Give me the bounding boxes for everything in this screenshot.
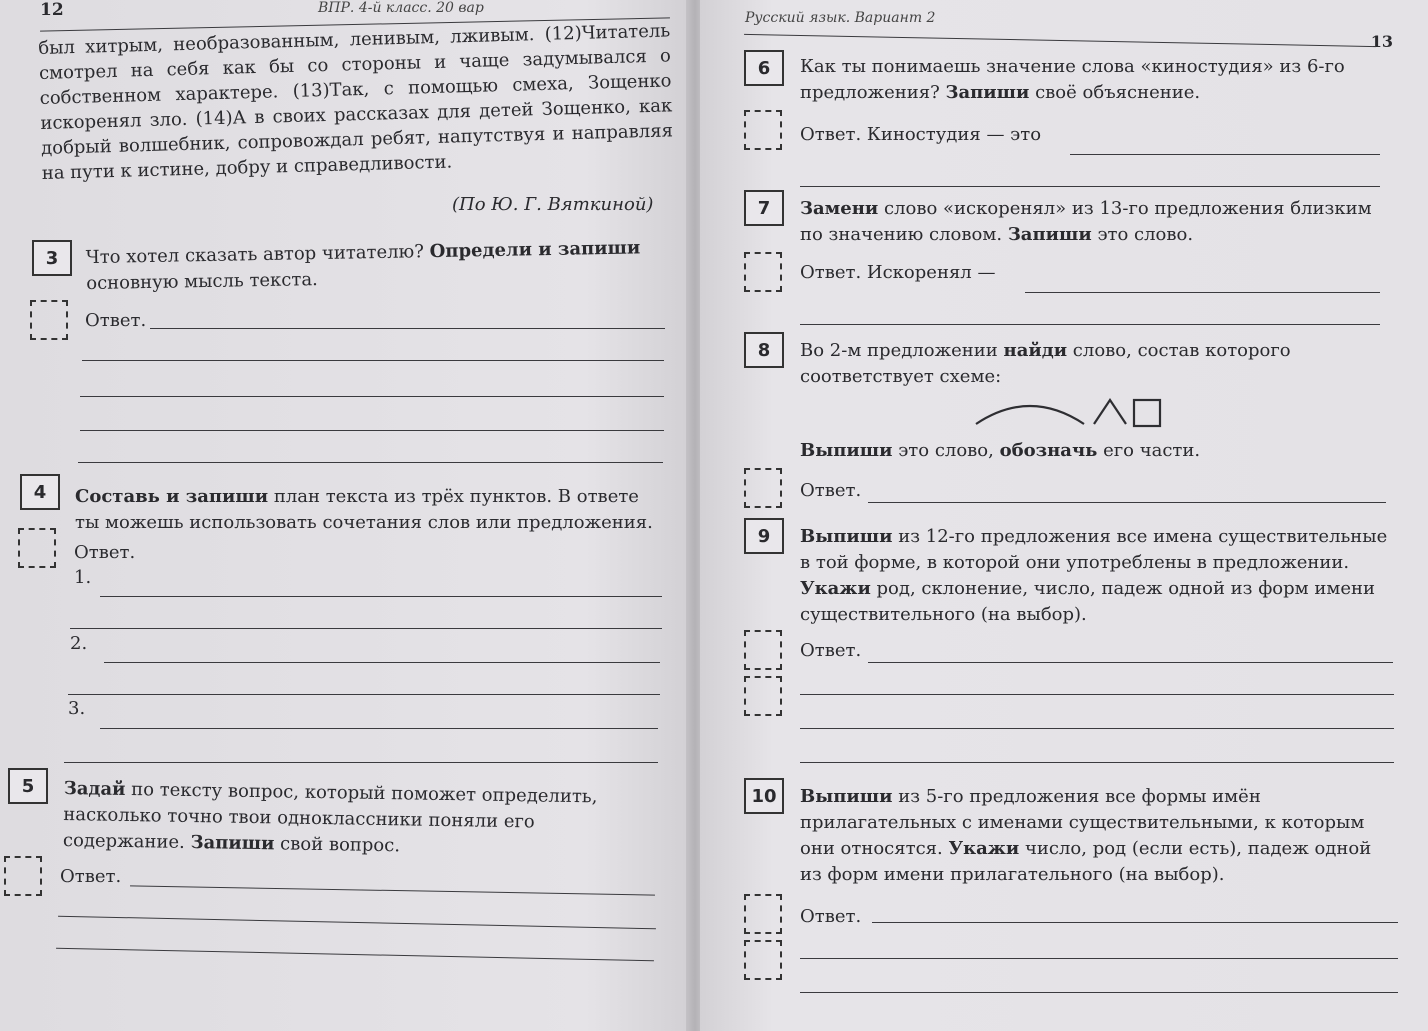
answer-line[interactable] <box>868 502 1386 503</box>
answer-line[interactable] <box>78 462 663 463</box>
right-page <box>700 0 1428 1031</box>
score-box-9a <box>744 630 782 670</box>
answer-line[interactable] <box>800 186 1380 187</box>
task-number-4: 4 <box>20 474 60 510</box>
task-number-6: 6 <box>744 50 784 86</box>
left-page <box>0 0 690 1031</box>
page-number-left: 12 <box>40 0 64 20</box>
answer-line[interactable] <box>130 885 655 895</box>
score-box-4 <box>18 528 56 568</box>
answer-line[interactable] <box>100 596 662 597</box>
score-box-5 <box>4 856 42 896</box>
answer-line[interactable] <box>868 662 1393 663</box>
answer-line[interactable] <box>800 992 1398 993</box>
task-number-3: 3 <box>32 240 72 276</box>
task-number-10: 10 <box>744 778 784 814</box>
answer-label-7: Ответ. Искоренял — <box>800 262 996 283</box>
task-number-5: 5 <box>8 768 48 804</box>
score-box-3 <box>30 300 68 340</box>
score-box-7 <box>744 252 782 292</box>
answer-line[interactable] <box>82 360 664 361</box>
answer-label-8: Ответ. <box>800 480 862 501</box>
answer-line[interactable] <box>1070 154 1380 155</box>
score-box-8 <box>744 468 782 508</box>
answer-line[interactable] <box>872 922 1398 923</box>
running-header-left: ВПР. 4-й класс. 20 вар <box>318 0 484 16</box>
answer-label-9: Ответ. <box>800 640 862 661</box>
score-box-10b <box>744 940 782 980</box>
task-10-text: Выпиши из 5-го предложения все формы имён прилагательных с именами существительными, к которым они относятся. Укажи число, род (если есть), падеж одной из форм имени прилагательного (на выбор). <box>800 786 1372 885</box>
task-7-text: Замени слово «искоренял» из 13-го предложения близким по значению словом. Запиши это слово. <box>800 198 1372 245</box>
answer-line[interactable] <box>800 324 1380 325</box>
task-number-9: 9 <box>744 518 784 554</box>
answer-line[interactable] <box>80 430 664 431</box>
answer-line[interactable] <box>64 762 658 763</box>
task-9-text: Выпиши из 12-го предложения все имена существительные в той форме, в которой они употреблены в предложении. Укажи род, склонение, число, падеж одной из форм имени существительного (на выбор). <box>800 526 1388 625</box>
task-6-text: Как ты понимаешь значение слова «киностудия» из 6-го предложения? Запиши своё объяснение. <box>800 56 1345 103</box>
answer-line[interactable] <box>1025 292 1380 293</box>
answer-label-4: Ответ. <box>74 542 136 563</box>
plan-item-3: 3. <box>68 698 86 719</box>
score-box-10a <box>744 894 782 934</box>
answer-label-3: Ответ. <box>85 310 147 331</box>
answer-label-6: Ответ. Киностудия — это <box>800 124 1042 145</box>
answer-line[interactable] <box>58 916 656 930</box>
passage-text: был хитрым, необразованным, ленивым, лживым. (12)Читатель смотрел на себя как бы со стороны и чаще задумывался о собственном характере. (13)Так, с помощью смеха, Зощенко искоренял зло. (14)А в своих рассказах для детей Зощенко, как добрый волшебник, сопровождал ребят, напутствуя и направляя на пути к истине, добру и справедливости. <box>38 20 674 184</box>
answer-line[interactable] <box>104 662 660 663</box>
task-8-text: Во 2-м предложении найди слово, состав которого соответствует схеме: <box>800 340 1291 387</box>
task-5-text: Задай по тексту вопрос, который поможет определить, насколько точно твои одноклассники поняли его содержание. Запиши свой вопрос. <box>62 777 598 857</box>
answer-line[interactable] <box>800 728 1394 729</box>
score-box-9b <box>744 676 782 716</box>
answer-label-10: Ответ. <box>800 906 862 927</box>
passage-author: (По Ю. Г. Вяткиной) <box>452 194 654 215</box>
running-header-right: Русский язык. Вариант 2 <box>745 10 936 26</box>
answer-line[interactable] <box>56 948 654 962</box>
answer-line[interactable] <box>68 694 660 695</box>
task-number-7: 7 <box>744 190 784 226</box>
answer-line[interactable] <box>800 694 1394 695</box>
answer-line[interactable] <box>100 728 658 729</box>
page-number-right: 13 <box>1370 32 1393 51</box>
answer-line[interactable] <box>800 958 1398 959</box>
answer-line[interactable] <box>800 762 1394 763</box>
header-rule-right <box>744 34 1376 47</box>
answer-line[interactable] <box>80 396 664 397</box>
word-scheme-icon <box>970 392 1170 436</box>
answer-line[interactable] <box>70 628 662 629</box>
task-number-8: 8 <box>744 332 784 368</box>
plan-item-1: 1. <box>74 567 92 588</box>
task-4-text: Составь и запиши план текста из трёх пунктов. В ответе ты можешь использовать сочетания слов или предложения. <box>75 486 653 533</box>
score-box-6 <box>744 110 782 150</box>
answer-line[interactable] <box>150 328 665 329</box>
answer-label-5: Ответ. <box>60 866 122 887</box>
plan-item-2: 2. <box>70 633 88 654</box>
task-3-text: Что хотел сказать автор читателю? Определи и запиши основную мысль текста. <box>85 237 641 295</box>
task-8-subtext: Выпиши это слово, обозначь его части. <box>800 440 1201 461</box>
